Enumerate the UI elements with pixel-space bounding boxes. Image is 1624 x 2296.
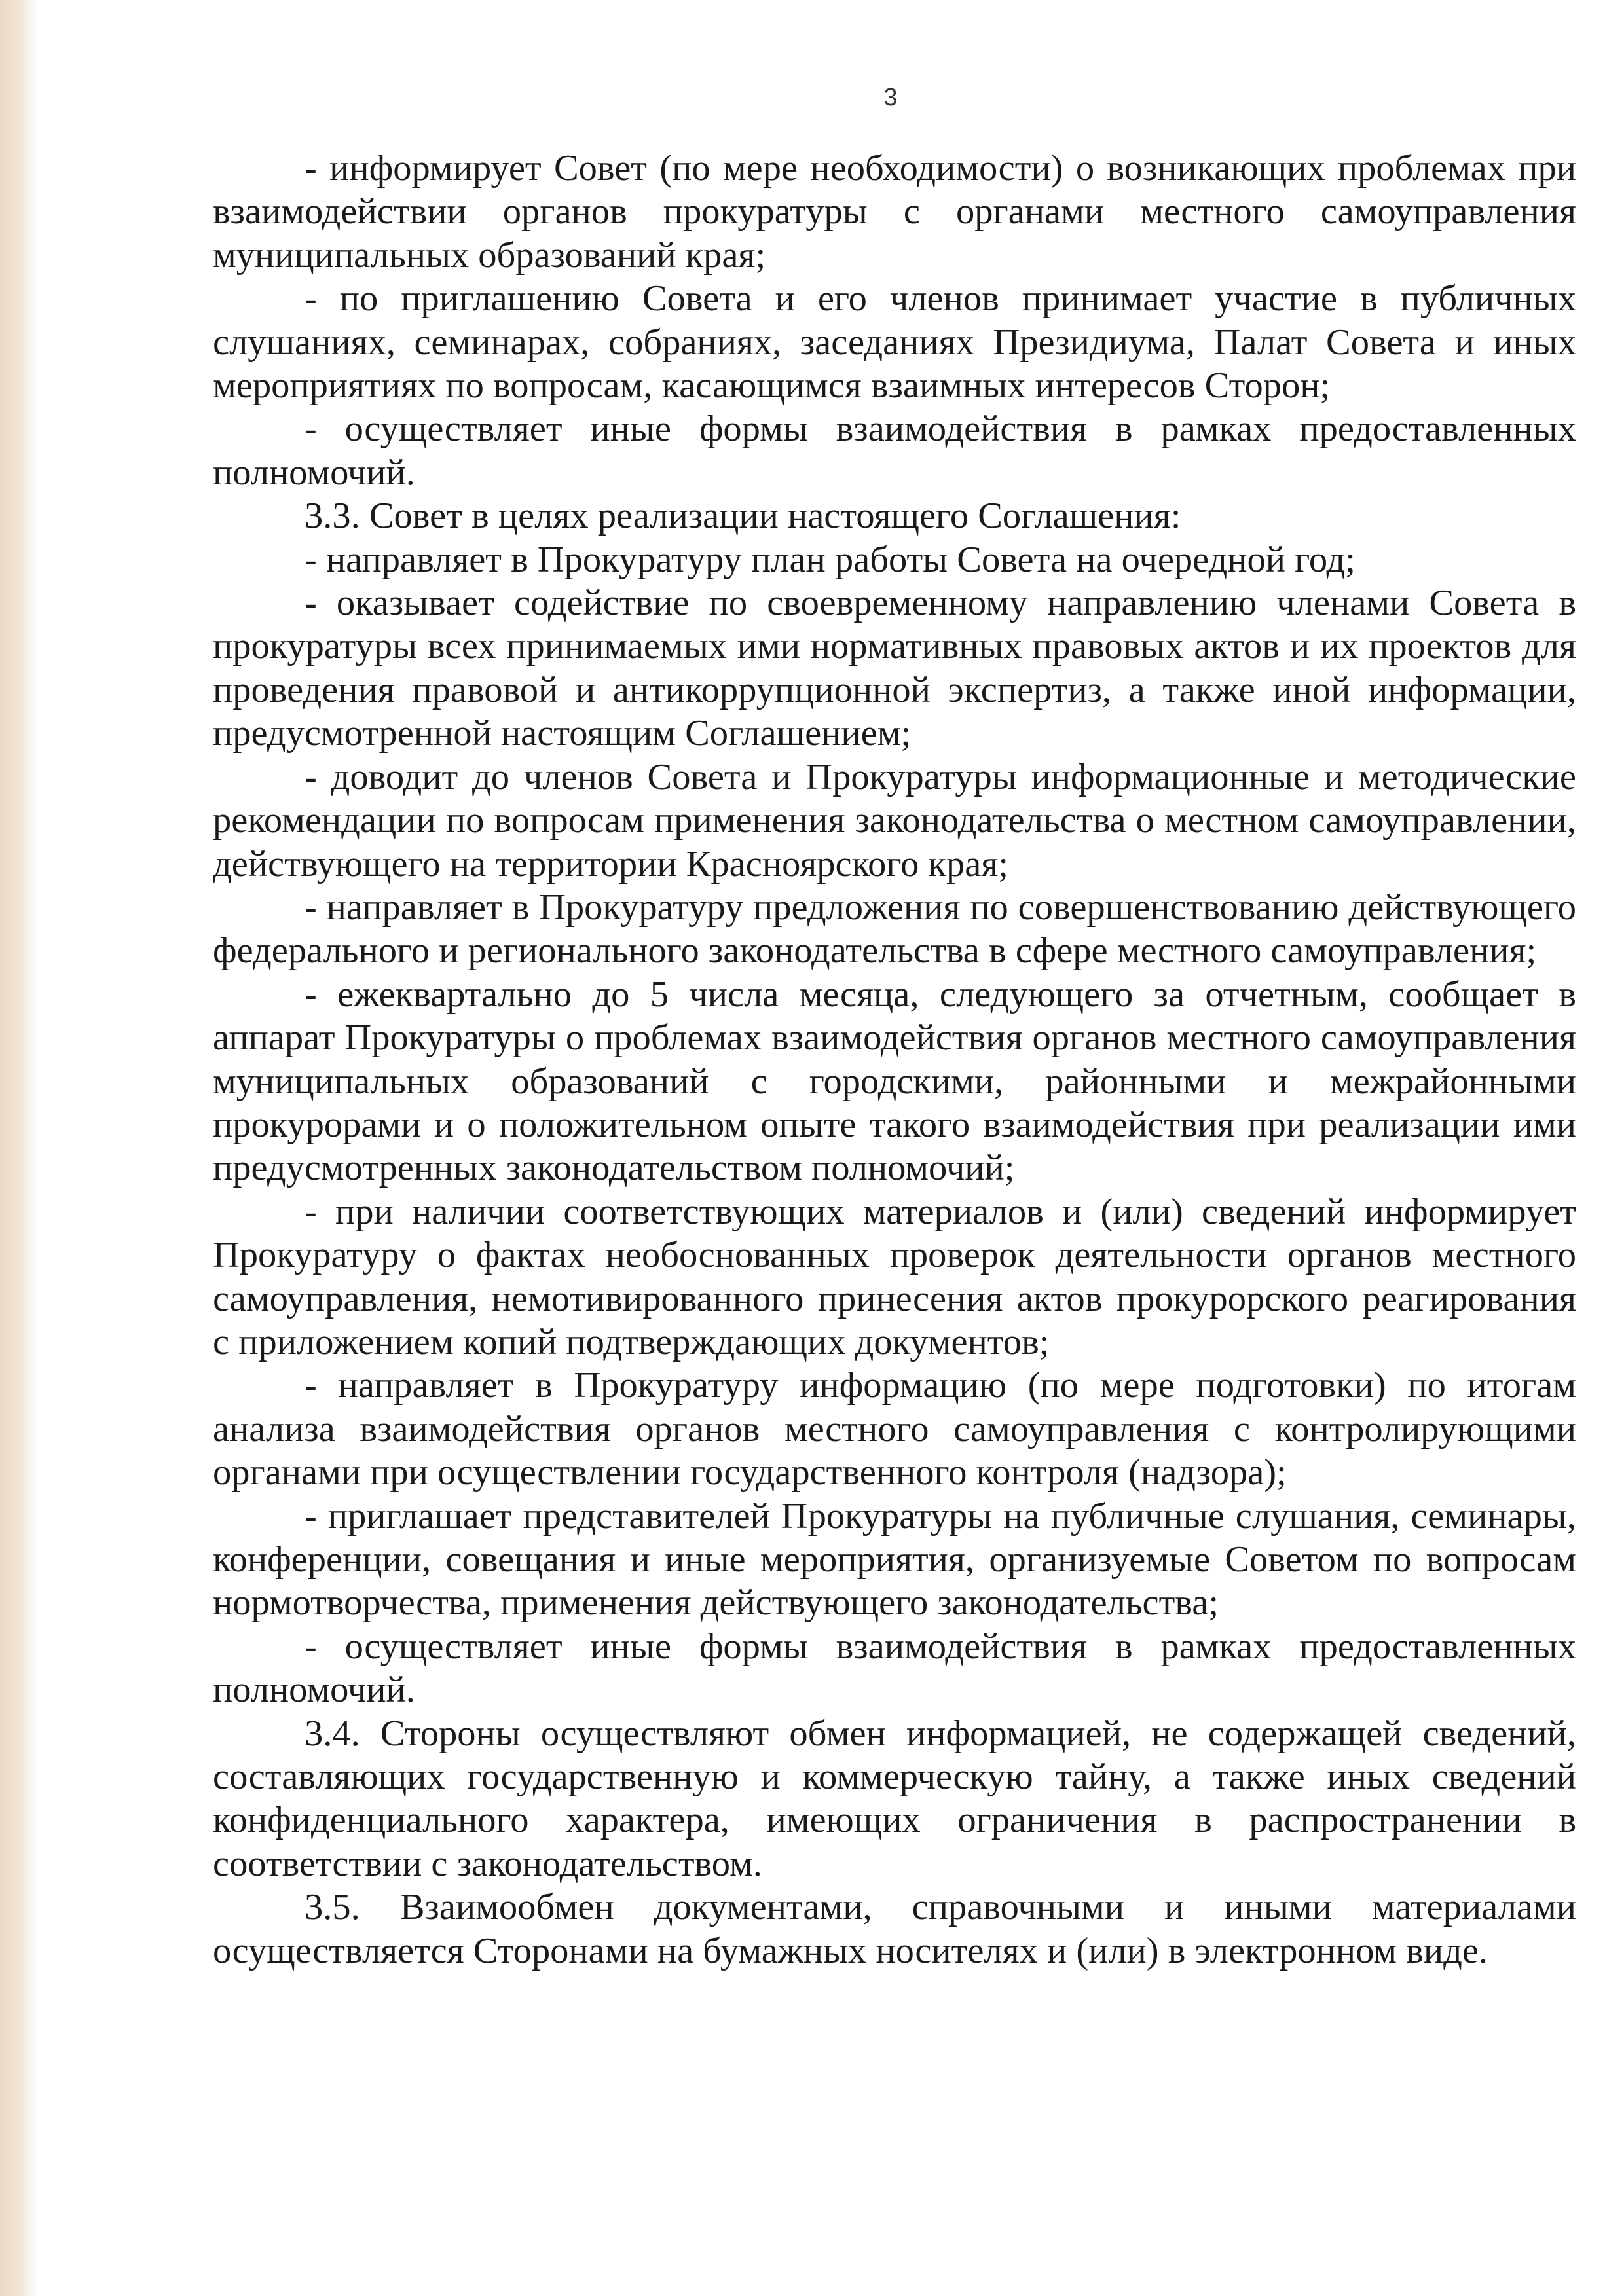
paragraph: - по приглашению Совета и его членов принимает участие в публичных слушаниях, семинарах, собраниях, заседаниях Президиума, Палат Совета и иных мероприятиях по вопросам, касающимся взаимных интересов Сторон;	[213, 278, 1576, 407]
paragraph: - направляет в Прокуратуру план работы Совета на очередной год;	[304, 539, 1356, 580]
page-number: 3	[883, 84, 898, 111]
document-body	[213, 147, 1576, 1973]
paragraph: - направляет в Прокуратуру предложения по совершенствованию действующего федерального и регионального законодательства в сфере местного самоуправления;	[213, 886, 1576, 972]
section-paragraph-3-5: 3.5. Взаимообмен документами, справочными и иными материалами осуществляется Сторонами на бумажных носителях и (или) в электронном виде.	[213, 1887, 1576, 1971]
section-paragraph-3-4: 3.4. Стороны осуществляют обмен информацией, не содержащей сведений, составляющих государственную и коммерческую тайну, а также иных сведений конфиденциального характера, имеющих ограничения в распространении в соответствии с законодательством.	[213, 1713, 1576, 1884]
paragraph: - доводит до членов Совета и Прокуратуры информационные и методические рекомендации по вопросам применения законодательства о местном самоуправлении, действующего на территории Красноярского края;	[213, 756, 1576, 884]
scan-edge-shadow	[0, 0, 38, 2296]
paragraph: - информирует Совет (по мере необходимости) о возникающих проблемах при взаимодействии органов прокуратуры с органами местного самоуправления муниципальных образований края;	[213, 148, 1576, 276]
paragraph: - ежеквартально до 5 числа месяца, следующего за отчетным, сообщает в аппарат Прокуратуры о проблемах взаимодействия органов местного самоуправления муниципальных образований с городскими, районными и межрайонными прокурорами и о положительном опыте такого взаимодействия при реализации ими предусмотренных законодательством полномочий;	[213, 974, 1576, 1189]
paragraph: - направляет в Прокуратуру информацию (по мере подготовки) по итогам анализа взаимодействия органов местного самоуправления с контролирующими органами при осуществлении государственного контроля (надзора);	[213, 1365, 1576, 1493]
section-heading-3-3: 3.3. Совет в целях реализации настоящего Соглашения:	[304, 496, 1181, 537]
paragraph: - осуществляет иные формы взаимодействия в рамках предоставленных полномочий.	[213, 1626, 1576, 1711]
paragraph: - осуществляет иные формы взаимодействия в рамках предоставленных полномочий.	[213, 409, 1576, 493]
paragraph: - при наличии соответствующих материалов и (или) сведений информирует Прокуратуру о фактах необоснованных проверок деятельности органов местного самоуправления, немотивированного принесения актов прокурорского реагирования с приложением копий подтверждающих документов;	[213, 1191, 1576, 1362]
paragraph: - оказывает содействие по своевременному направлению членами Совета в прокуратуры всех принимаемых ими нормативных правовых актов и их проектов для проведения правовой и антикоррупционной экспертиз, а также иной информации, предусмотренной настоящим Соглашением;	[213, 583, 1576, 754]
paragraph: - приглашает представителей Прокуратуры на публичные слушания, семинары, конференции, совещания и иные мероприятия, организуемые Советом по вопросам нормотворчества, применения действующего законодательства;	[213, 1495, 1576, 1624]
